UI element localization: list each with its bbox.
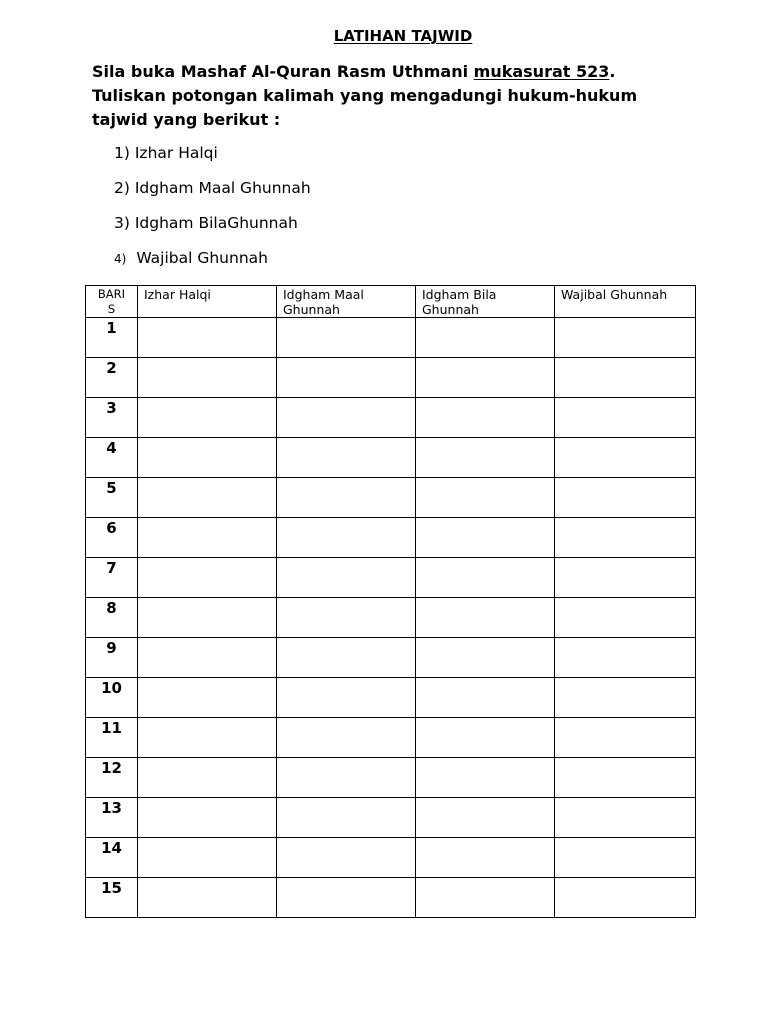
table-body bbox=[86, 318, 696, 918]
izhar-halqi-cell[interactable] bbox=[138, 598, 277, 638]
instruction-line-2: Tuliskan potongan kalimah yang mengadungi hukum-hukum bbox=[92, 86, 638, 105]
idgham-bila-ghunnah-cell[interactable] bbox=[416, 598, 555, 638]
idgham-bila-ghunnah-cell[interactable] bbox=[416, 478, 555, 518]
instructions bbox=[92, 60, 712, 132]
izhar-halqi-cell[interactable] bbox=[138, 558, 277, 598]
rule-number: 2) bbox=[114, 179, 130, 197]
rule-item bbox=[114, 246, 311, 281]
wajibal-ghunnah-cell[interactable] bbox=[555, 638, 696, 678]
wajibal-ghunnah-cell[interactable] bbox=[555, 838, 696, 878]
idgham-bila-ghunnah-cell[interactable] bbox=[416, 798, 555, 838]
row-number: 14 bbox=[86, 838, 138, 878]
table-header-row bbox=[86, 286, 696, 318]
instruction-line-1 bbox=[92, 60, 712, 84]
izhar-halqi-cell[interactable] bbox=[138, 638, 277, 678]
table-row bbox=[86, 838, 696, 878]
table-row bbox=[86, 798, 696, 838]
header-baris bbox=[86, 286, 138, 318]
row-number: 13 bbox=[86, 798, 138, 838]
rule-label: Idgham BilaGhunnah bbox=[134, 214, 298, 232]
idgham-maal-ghunnah-cell[interactable] bbox=[277, 398, 416, 438]
idgham-bila-ghunnah-cell[interactable] bbox=[416, 878, 555, 918]
wajibal-ghunnah-cell[interactable] bbox=[555, 318, 696, 358]
rule-item bbox=[114, 141, 311, 176]
izhar-halqi-cell[interactable] bbox=[138, 878, 277, 918]
izhar-halqi-cell[interactable] bbox=[138, 718, 277, 758]
row-number: 10 bbox=[86, 678, 138, 718]
idgham-bila-ghunnah-cell[interactable] bbox=[416, 318, 555, 358]
idgham-bila-ghunnah-cell[interactable] bbox=[416, 718, 555, 758]
table-row bbox=[86, 718, 696, 758]
table-row bbox=[86, 438, 696, 478]
wajibal-ghunnah-cell[interactable] bbox=[555, 718, 696, 758]
row-number: 11 bbox=[86, 718, 138, 758]
table-row bbox=[86, 678, 696, 718]
rule-label: Izhar Halqi bbox=[134, 144, 218, 162]
header-idgham-bila-ghunnah: Idgham Bila Ghunnah bbox=[416, 286, 555, 318]
header-idgham-maal-ghunnah: Idgham Maal Ghunnah bbox=[277, 286, 416, 318]
wajibal-ghunnah-cell[interactable] bbox=[555, 598, 696, 638]
row-number: 4 bbox=[86, 438, 138, 478]
table-row bbox=[86, 758, 696, 798]
rule-item bbox=[114, 211, 311, 246]
idgham-maal-ghunnah-cell[interactable] bbox=[277, 758, 416, 798]
wajibal-ghunnah-cell[interactable] bbox=[555, 558, 696, 598]
row-number: 7 bbox=[86, 558, 138, 598]
answer-table bbox=[85, 285, 696, 918]
rule-label: Idgham Maal Ghunnah bbox=[134, 179, 311, 197]
table-row bbox=[86, 398, 696, 438]
rule-item bbox=[114, 176, 311, 211]
row-number: 12 bbox=[86, 758, 138, 798]
row-number: 1 bbox=[86, 318, 138, 358]
header-izhar-halqi: Izhar Halqi bbox=[138, 286, 277, 318]
rule-label: Wajibal Ghunnah bbox=[136, 249, 268, 267]
wajibal-ghunnah-cell[interactable] bbox=[555, 478, 696, 518]
izhar-halqi-cell[interactable] bbox=[138, 758, 277, 798]
idgham-bila-ghunnah-cell[interactable] bbox=[416, 398, 555, 438]
wajibal-ghunnah-cell[interactable] bbox=[555, 678, 696, 718]
header-wajibal-ghunnah: Wajibal Ghunnah bbox=[555, 286, 696, 318]
table-row bbox=[86, 878, 696, 918]
wajibal-ghunnah-cell[interactable] bbox=[555, 798, 696, 838]
izhar-halqi-cell[interactable] bbox=[138, 798, 277, 838]
wajibal-ghunnah-cell[interactable] bbox=[555, 358, 696, 398]
idgham-bila-ghunnah-cell[interactable] bbox=[416, 518, 555, 558]
row-number: 8 bbox=[86, 598, 138, 638]
idgham-bila-ghunnah-cell[interactable] bbox=[416, 838, 555, 878]
idgham-bila-ghunnah-cell[interactable] bbox=[416, 758, 555, 798]
row-number: 2 bbox=[86, 358, 138, 398]
table-row bbox=[86, 558, 696, 598]
row-number: 6 bbox=[86, 518, 138, 558]
izhar-halqi-cell[interactable] bbox=[138, 358, 277, 398]
idgham-maal-ghunnah-cell[interactable] bbox=[277, 678, 416, 718]
page-reference: mukasurat 523 bbox=[473, 62, 610, 81]
izhar-halqi-cell[interactable] bbox=[138, 318, 277, 358]
table-row bbox=[86, 518, 696, 558]
rule-number: 3) bbox=[114, 214, 130, 232]
table-row bbox=[86, 358, 696, 398]
row-number: 15 bbox=[86, 878, 138, 918]
izhar-halqi-cell[interactable] bbox=[138, 438, 277, 478]
izhar-halqi-cell[interactable] bbox=[138, 518, 277, 558]
izhar-halqi-cell[interactable] bbox=[138, 838, 277, 878]
wajibal-ghunnah-cell[interactable] bbox=[555, 518, 696, 558]
table-row bbox=[86, 318, 696, 358]
tajwid-rules-list bbox=[114, 141, 311, 281]
idgham-maal-ghunnah-cell[interactable] bbox=[277, 598, 416, 638]
idgham-bila-ghunnah-cell[interactable] bbox=[416, 358, 555, 398]
idgham-maal-ghunnah-cell[interactable] bbox=[277, 718, 416, 758]
wajibal-ghunnah-cell[interactable] bbox=[555, 878, 696, 918]
instruction-line-1-suffix: . bbox=[609, 62, 616, 81]
idgham-maal-ghunnah-cell[interactable] bbox=[277, 358, 416, 398]
idgham-maal-ghunnah-cell[interactable] bbox=[277, 798, 416, 838]
row-number: 5 bbox=[86, 478, 138, 518]
row-number: 3 bbox=[86, 398, 138, 438]
idgham-maal-ghunnah-cell[interactable] bbox=[277, 838, 416, 878]
idgham-maal-ghunnah-cell[interactable] bbox=[277, 478, 416, 518]
instruction-line-3: tajwid yang berikut : bbox=[92, 110, 281, 129]
table-row bbox=[86, 478, 696, 518]
idgham-maal-ghunnah-cell[interactable] bbox=[277, 318, 416, 358]
idgham-bila-ghunnah-cell[interactable] bbox=[416, 438, 555, 478]
idgham-maal-ghunnah-cell[interactable] bbox=[277, 438, 416, 478]
header-baris-line-1: BARI bbox=[97, 287, 126, 301]
worksheet-title: LATIHAN TAJWID bbox=[333, 27, 473, 45]
wajibal-ghunnah-cell[interactable] bbox=[555, 438, 696, 478]
table-row bbox=[86, 638, 696, 678]
header-baris-line-2: S bbox=[107, 302, 116, 316]
instruction-line-1-prefix: Sila buka Mashaf Al-Quran Rasm Uthmani bbox=[92, 62, 474, 81]
idgham-maal-ghunnah-cell[interactable] bbox=[277, 558, 416, 598]
idgham-bila-ghunnah-cell[interactable] bbox=[416, 558, 555, 598]
rule-number: 1) bbox=[114, 144, 130, 162]
izhar-halqi-cell[interactable] bbox=[138, 398, 277, 438]
idgham-maal-ghunnah-cell[interactable] bbox=[277, 518, 416, 558]
idgham-maal-ghunnah-cell[interactable] bbox=[277, 638, 416, 678]
wajibal-ghunnah-cell[interactable] bbox=[555, 398, 696, 438]
row-number: 9 bbox=[86, 638, 138, 678]
izhar-halqi-cell[interactable] bbox=[138, 678, 277, 718]
rule-number: 4) bbox=[114, 252, 127, 266]
table-row bbox=[86, 598, 696, 638]
idgham-bila-ghunnah-cell[interactable] bbox=[416, 678, 555, 718]
idgham-maal-ghunnah-cell[interactable] bbox=[277, 878, 416, 918]
idgham-bila-ghunnah-cell[interactable] bbox=[416, 638, 555, 678]
wajibal-ghunnah-cell[interactable] bbox=[555, 758, 696, 798]
izhar-halqi-cell[interactable] bbox=[138, 478, 277, 518]
